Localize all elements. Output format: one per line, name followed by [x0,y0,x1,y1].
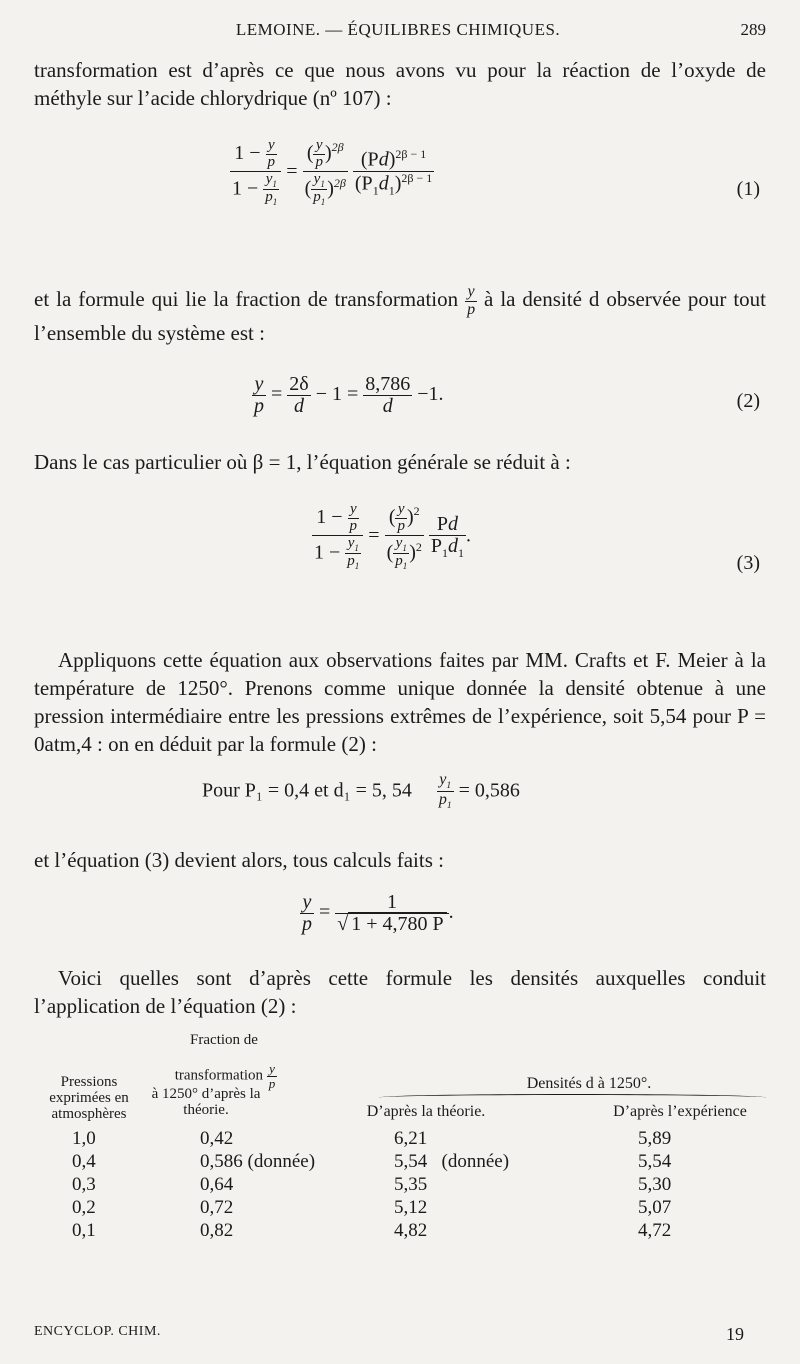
paragraph-2-a: et la formule qui lie la fraction de transformation [34,287,459,312]
cell-theorie: 5,35 [394,1174,428,1195]
cell-experience: 4,72 [638,1220,672,1241]
cell-experience: 5,30 [638,1174,672,1195]
page-number: 289 [740,20,766,39]
header-theorie: D’après la théorie. [366,1103,486,1120]
equation-3: 1 − $\frac{y}{p}$ 1 − $\frac{y_1}{p_1}$ = ( $\frac{y}{p}$ )$^2$ ( $\frac{y_1}{p_1}$ )$^2$ $\frac{Pd}{P_1d_1}$ . [314,501,472,571]
running-head [30,20,766,44]
cell-fraction: 0,42 [200,1128,234,1149]
header-fraction-1: Fraction de [190,1032,258,1048]
eq2-numerator-a: 2δ [289,373,309,395]
cell-pression: 0,4 [72,1151,96,1172]
pour-line-b: = 0,586 [458,779,520,802]
pour-line-a: Pour P₁ = 0,4 et d₁ = 5, 54 [202,779,412,802]
equation-2-number: (2) [736,390,760,412]
footer-signature: 19 [726,1324,744,1344]
eq4-denominator: 1 + 4,780 P [348,912,446,935]
cell-experience: 5,54 [638,1151,672,1172]
header-densites: Densités d à 1250°. [526,1075,652,1092]
footer-left: ENCYCLOP. CHIM. [34,1324,161,1339]
data-table [34,1032,766,1248]
equation-1: 1 − $\frac{y}{p}$ 1 − $\frac{y_1}{p_1}$ = ( $\frac{y}{p}$ )$^{2\beta}$ ( $\frac{y_1}{p_1}$ )$^{2\beta}$ $\frac{(Pd)^{2\beta - 1}}{(P_1d_1)^{2\beta - 1}}$ [232,137,433,207]
cell-experience: 5,89 [638,1128,672,1149]
header-experience: D’après l’expérience [613,1103,747,1120]
eq2-numerator-b: 8,786 [365,373,411,395]
paragraph-4: Appliquons cette équation aux observations faites par MM. Crafts et F. Meier à la température de 1250°. Prenons comme unique donnée la densité obtenue à une pression intermédiaire entre les pressions extrêmes de l’expérience, soit 5,54 pour P = 0atm,4 : on en déduit par la formule (2) : [34,648,766,756]
equation-2: $\frac{y}{p}$ = $\frac{2\delta}{d}$ − 1 = $\frac{8,786}{d}$ −1. [254,373,444,417]
footer [34,1324,766,1346]
cell-fraction: 0,82 [200,1220,234,1241]
cell-fraction: 0,586 (donnée) [200,1151,316,1172]
cell-theorie: 5,54 (donnée) [394,1151,510,1172]
cell-pression: 1,0 [72,1128,96,1149]
paragraph-5: et l’équation (3) devient alors, tous calculs faits : [34,848,444,872]
paragraph-2: et la formule qui lie la fraction de transformation $\frac{y}{p}$ à la densité d observée pour tout l’ensemble du système est : [34,283,767,345]
equation-3-number: (3) [736,552,760,574]
paragraph-6: Voici quelles sont d’après cette formule les densités auxquelles conduit l’application de l’équation (2) : [34,966,766,1018]
cell-theorie: 4,82 [394,1220,428,1241]
cell-experience: 5,07 [638,1197,672,1218]
cell-pression: 0,2 [72,1197,96,1218]
equation-1-number: (1) [736,178,760,200]
cell-fraction: 0,72 [200,1197,234,1218]
pour-line: Pour P₁ = 0,4 et d₁ = 5, 54 $\frac{y_1}{p_1}$ = 0,586 [202,771,520,812]
cell-pression: 0,3 [72,1174,96,1195]
paragraph-2-b: à la densité d observée pour tout l’ensemble du système est : [34,287,767,345]
paragraph-1: transformation est d’après ce que nous avons vu pour la réaction de l’oxyde de méthyle sur l’acide chlorydrique (nº 107) : [34,58,766,110]
header-brace [379,1094,766,1101]
cell-pression: 0,1 [72,1220,96,1241]
paragraph-3: Dans le cas particulier où β = 1, l’équation générale se réduit à : [34,450,571,474]
header-fraction-3: à 1250° d’après la théorie. [151,1086,261,1118]
equation-4: $\frac{y}{p}$ = $\frac{1}{√ 1 + 4,780 P}$ . [302,891,454,935]
cell-theorie: 5,12 [394,1197,428,1218]
running-title: LEMOINE. — ÉQUILIBRES CHIMIQUES. [235,20,561,39]
header-fraction-2: transformation $\frac{y}{p}$ [174,1061,276,1091]
cell-fraction: 0,64 [200,1174,234,1195]
cell-theorie: 6,21 [394,1128,428,1149]
header-pressions: Pressions exprimées en atmosphères [49,1074,129,1122]
